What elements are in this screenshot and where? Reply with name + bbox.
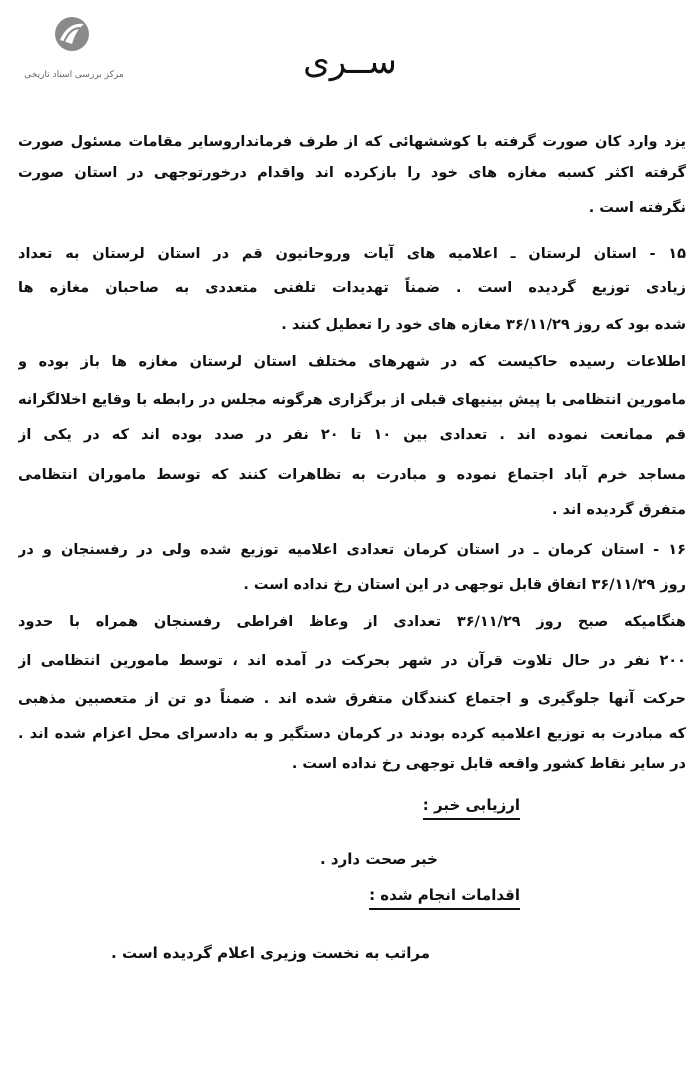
lorestan-line: ۱۵ - استان لرستان ـ اعلامیه های آیات وروحانیون قم در استان لرستان به تعداد — [18, 246, 686, 262]
kerman-line: ۱۶ - استان کرمان ـ در استان کرمان تعدادی اعلامیه توزیع شده ولی در رفسنجان و در — [18, 542, 686, 558]
reports-line: مساجد خرم آباد اجتماع نموده و مبادرت به تظاهرات کنند که توسط ماموران انتظامی — [18, 467, 686, 483]
morning-line: در سایر نقاط کشور واقعه قابل توجهی رخ نداده است . — [291, 756, 686, 772]
intro-line: نگرفته است . — [588, 200, 686, 216]
morning-line: که مبادرت به توزیع اعلامیه کرده بودند در کرمان دستگیر و به دادسرای محل اعزام شده اند . — [18, 726, 686, 742]
lorestan-line: شده بود که روز ۳۶/۱۱/۲۹ مغازه های خود را تعطیل کنند . — [281, 317, 686, 333]
assessment-text: خبر صحت دارد . — [320, 850, 438, 868]
intro-line: یزد وارد کان صورت گرفته با کوششهائی که از طرف فرمانداروسایر مقامات مسئول صورت — [18, 134, 686, 150]
reports-line: مامورین انتظامی با پیش بینیهای قبلی از برگزاری هرگونه مجلس در رابطه با وقایع اخلالگرانه — [18, 392, 686, 408]
reports-line: متفرق گردیده اند . — [551, 502, 686, 518]
classification-heading: ســری — [303, 42, 397, 82]
archive-logo-text: مرکز بررسی اسناد تاریخی — [24, 70, 124, 80]
morning-line: حرکت آنها جلوگیری و اجتماع کنندگان متفرق شده اند . ضمناً دو تن از متعصبین مذهبی — [18, 691, 686, 707]
reports-line: اطلاعات رسیده حاکیست که در شهرهای مختلف استان لرستان مغازه ها باز بوده و — [18, 354, 686, 370]
kerman-line: روز ۳۶/۱۱/۲۹ اتفاق قابل توجهی در این استان رخ نداده است . — [243, 577, 686, 593]
lorestan-line: زیادی توزیع گردیده است . ضمناً تهدیدات تلفنی متعددی به صاحبان مغازه ها — [18, 280, 686, 296]
reports-line: قم ممانعت نموده اند . تعدادی بین ۱۰ تا ۲۰ نفر در صدد بوده اند که در یکی از — [18, 427, 686, 443]
intro-line: گرفته اکثر کسبه مغازه های خود را بازکرده اند واقدام درخورتوجهی در استان صورت — [18, 165, 686, 181]
actions-label: اقدامات انجام شده : — [369, 886, 520, 910]
morning-line: هنگامیکه صبح روز ۳۶/۱۱/۲۹ تعدادی از وعاظ افراطی رفسنجان همراه با حدود — [18, 614, 686, 630]
morning-line: ۲۰۰ نفر در حال تلاوت قرآن در شهر بحرکت در آمده اند ، توسط مامورین انتظامی از — [18, 653, 686, 669]
actions-text: مراتب به نخست وزیری اعلام گردیده است . — [111, 944, 430, 962]
assessment-label: ارزیابی خبر : — [423, 796, 520, 820]
